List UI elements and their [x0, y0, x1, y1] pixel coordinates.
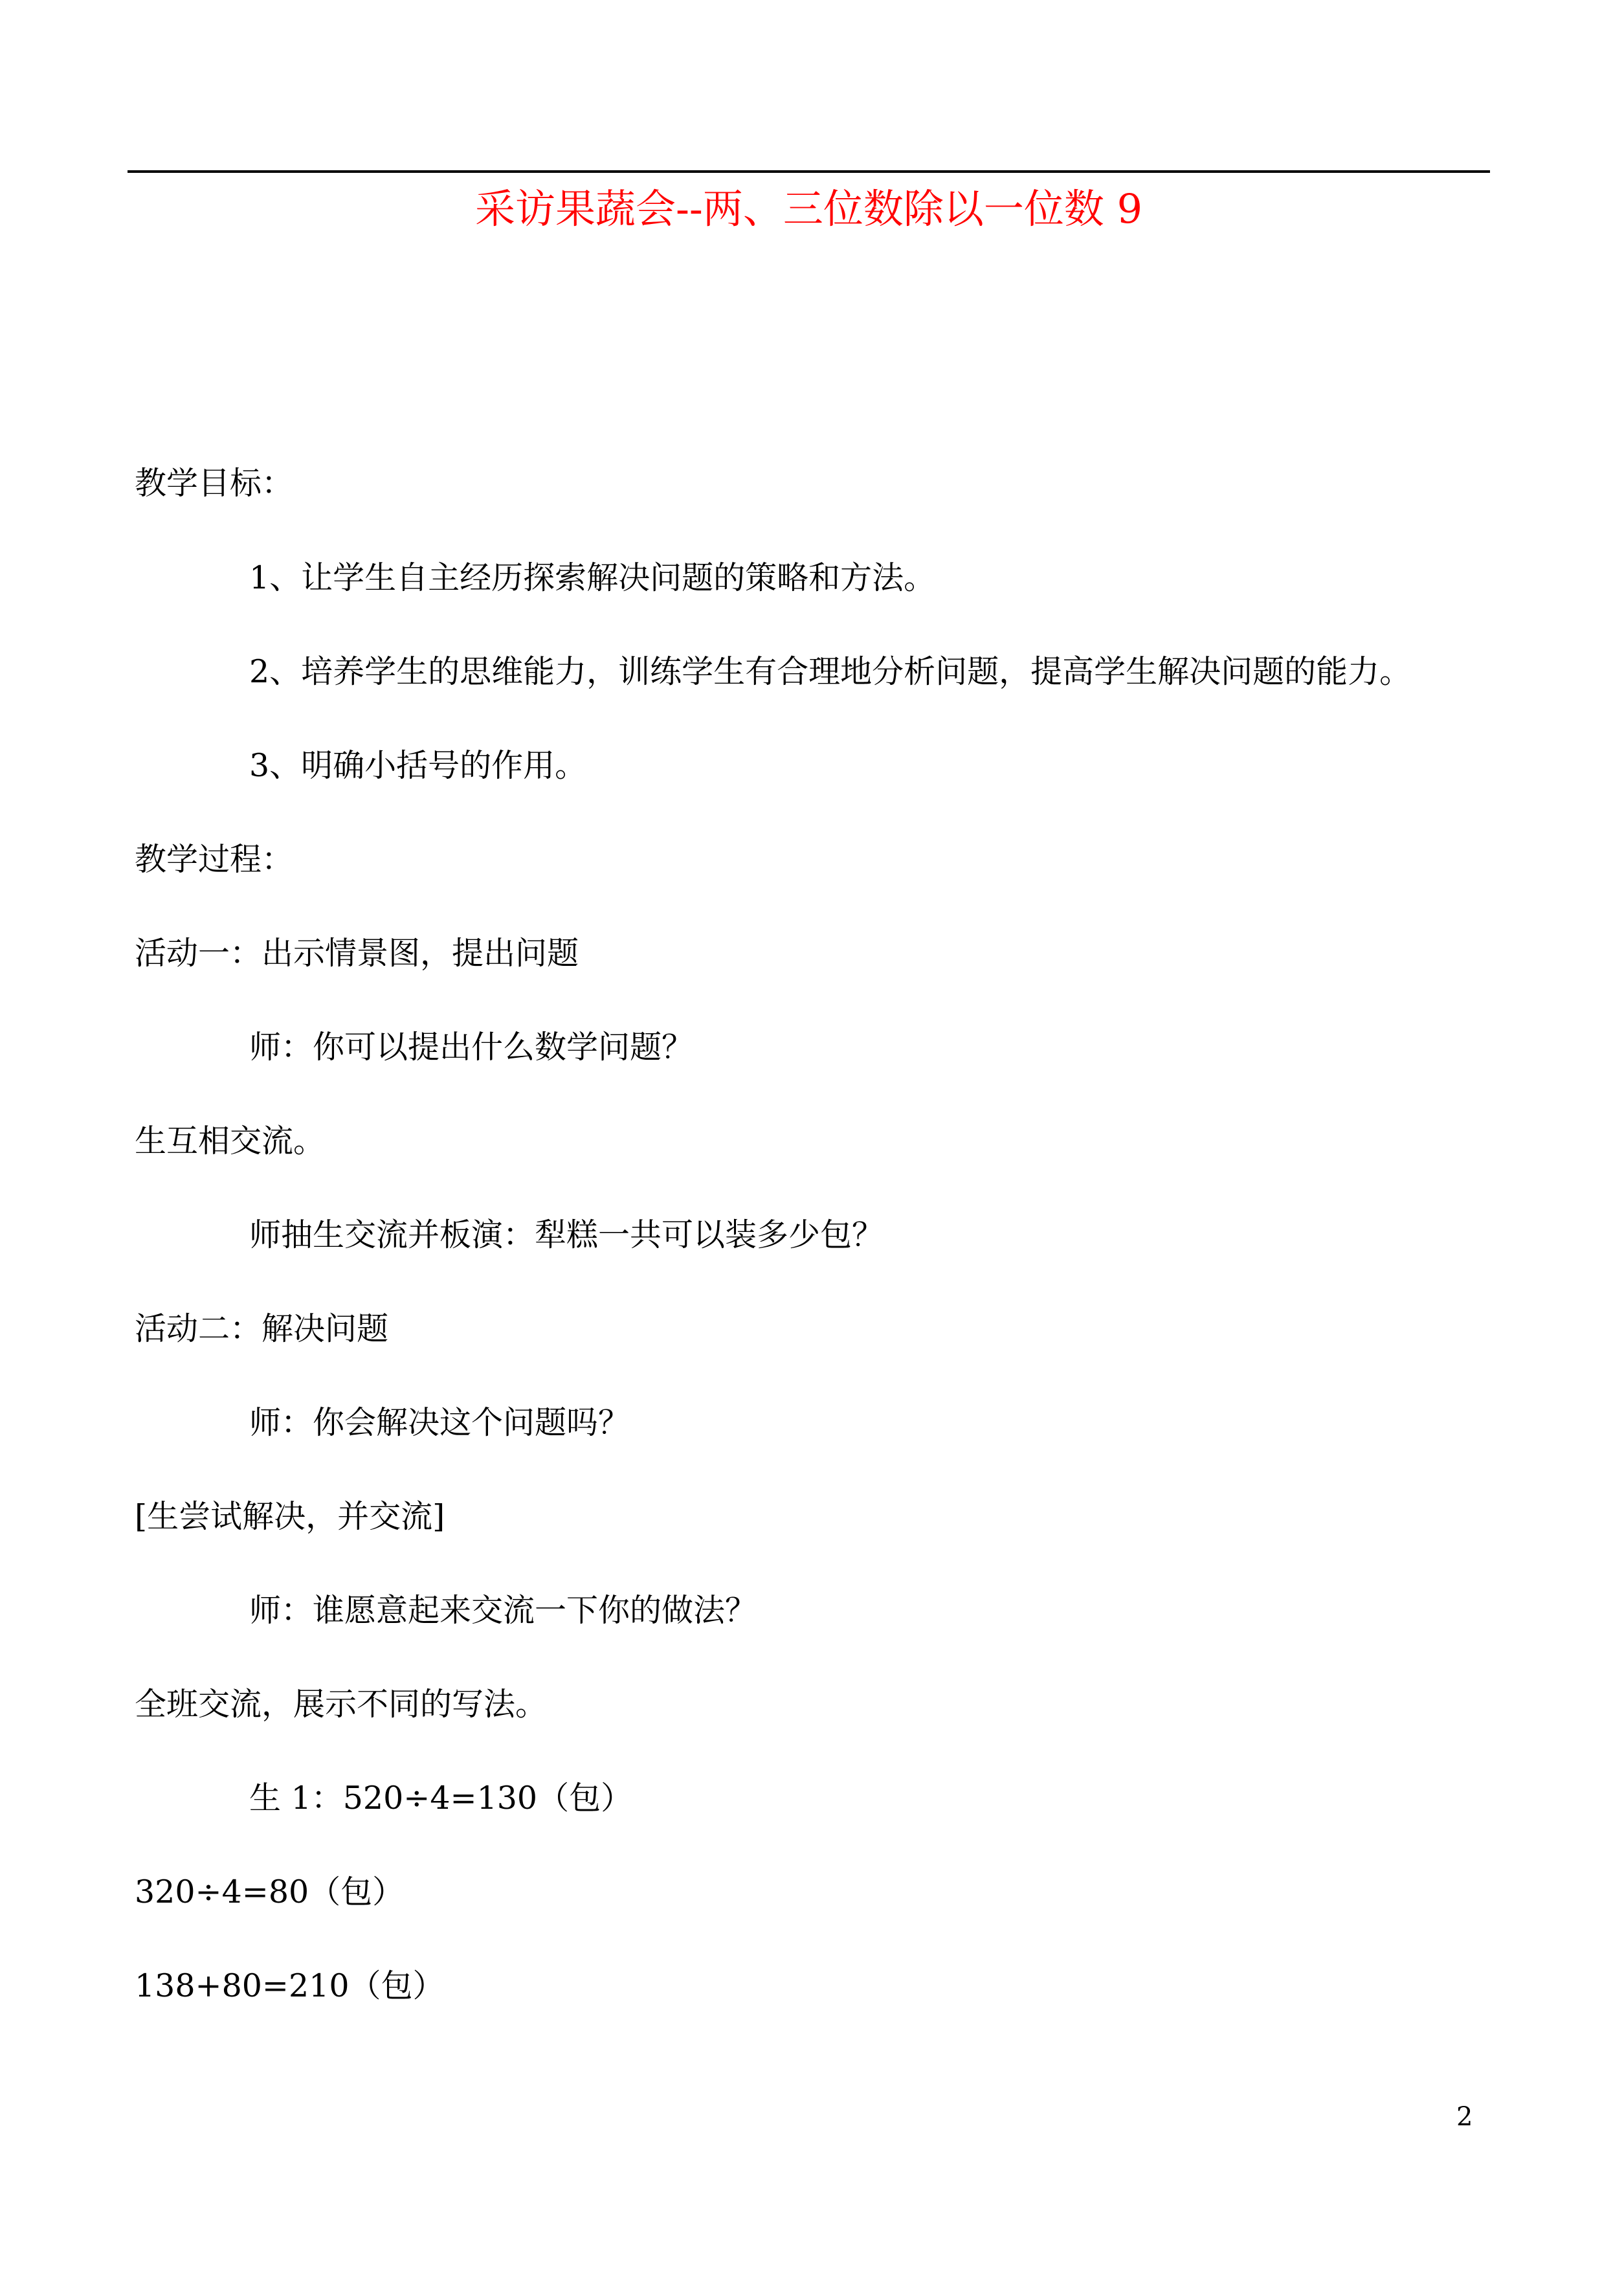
document-title: 采访果蔬会--两、三位数除以一位数 9 [474, 185, 1143, 232]
equation-line: 138+80=210（包） [135, 1967, 445, 2004]
section-heading-process: 教学过程： [135, 841, 294, 878]
section-heading-objectives: 教学目标： [135, 465, 294, 502]
paragraph: [生尝试解决，并交流] [135, 1498, 445, 1535]
objective-3: 3、明确小括号的作用。 [249, 747, 587, 784]
equation-line: 生 1：520÷4=130（包） [249, 1780, 633, 1817]
paragraph: 师：谁愿意起来交流一下你的做法？ [249, 1592, 757, 1629]
equation-line: 320÷4=80（包） [135, 1874, 405, 1910]
activity-1-heading: 活动一：出示情景图，提出问题 [135, 935, 579, 972]
activity-2-heading: 活动二：解决问题 [135, 1310, 389, 1347]
header-rule [128, 170, 1490, 173]
page-number: 2 [1456, 2102, 1473, 2132]
paragraph: 全班交流，展示不同的写法。 [135, 1686, 548, 1723]
paragraph: 师：你会解决这个问题吗？ [249, 1404, 630, 1441]
paragraph: 生互相交流。 [135, 1123, 326, 1159]
objective-1: 1、让学生自主经历探索解决问题的策略和方法。 [249, 559, 936, 596]
paragraph: 师：你可以提出什么数学问题？ [249, 1029, 694, 1066]
objective-2: 2、培养学生的思维能力，训练学生有合理地分析问题，提高学生解决问题的能力。 [249, 653, 1412, 690]
paragraph: 师抽生交流并板演：犁糕一共可以装多少包？ [249, 1216, 884, 1253]
